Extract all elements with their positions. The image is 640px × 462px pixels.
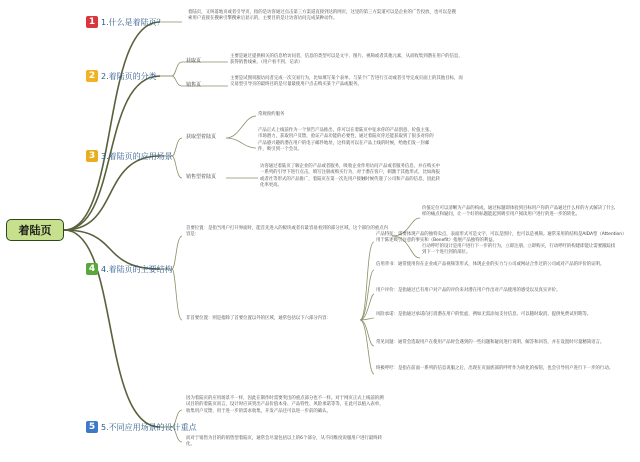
topic-label: 3.着陆页的应用场景 — [101, 151, 173, 161]
scenario-acquisition-item-1: 常规预约服务 — [258, 112, 285, 117]
category-sales-text: 主要是试图说服访问者完成一次交易行为，比如填写某个表单、与某个广告进行互动或者引导完成页面上的其他目标，而交易型引导页的最终目的是尽量最使用户点击购买某个产品或服务。 — [230, 76, 463, 88]
topic-label: 1.什么是着陆页？ — [101, 17, 165, 27]
scenario-sales-label: 销售型着陆页 — [186, 174, 217, 180]
topic-3 — [86, 146, 173, 166]
category-acquisition-label: 获取页 — [186, 58, 202, 64]
topic-1-definition: 着陆页，又叫落地页或者引导页，指的是访客通过点击第三方渠道直接到达的网页，这里的第三方渠道可以是企业的广告投放，也可以是搜索用户直接在搜索引擎搜索后显示的，主要目的是让访客访问完成某种动作。 — [188, 10, 456, 22]
topic-number-badge: 5 — [86, 421, 98, 433]
topic-number-badge: 1 — [86, 16, 98, 28]
branch-3 — [64, 156, 160, 230]
structure-secondary-label: 非首要位置：则是指除了首要位置以外的区域，通常包括以下六部分内容： — [186, 316, 331, 321]
topic-2 — [86, 66, 157, 86]
structure-primary-label: 首要位置：是指当用户打开界面时，能首先进入的板块或者有最容易看到的部分区域，这个部位的重点内容是： — [186, 226, 388, 238]
design-focus-text-2: 而对于销售为目的的销售型着陆页，通常会尽量包括以上的6个部分，从不同维度说服用户进行最终转化。 — [186, 436, 382, 448]
topic-label: 5.不同应用场景的设计重点 — [101, 422, 197, 432]
category-acquisition-text: 主要是通过提供相关的信息给访问者，信息的类型可以是文字、图片、视频或者其他元素，从而收集到潜在用户的信息，获得销售线索。（用户看不到、记录） — [230, 54, 463, 66]
branch-1 — [64, 22, 160, 230]
topic-1 — [86, 12, 165, 32]
design-focus-text-1: 因为着陆页的应用场景不一样，因此在制作时需要突出的重点部分也不一样。对于网页正式上线前的测试目的的着陆页而言，设计时应该突出产品价值本身、产品特性、风险承诺等等，在此可以植入表单，收集用户反馈，用于进一步的需求收集，开发产品还可以进一步前的确认。 — [186, 396, 384, 414]
structure-secondary-item-4: 风险承诺：是指通过承诺向打消潜在用户的忧虑，例如无需添加支付信息、可以随时取消、提供免费试用期等。 — [376, 312, 592, 317]
topic-4 — [86, 259, 173, 279]
category-sales-label: 销售页 — [186, 82, 202, 88]
scenario-acquisition-label: 获取型着陆页 — [186, 134, 217, 140]
structure-secondary-item-5: 常见问题：通常会选取用户在使用产品时会遇到的一些问题和疑问进行说明、解答和回答，并在设置时尽量精简语言。 — [376, 340, 605, 345]
root-node: 着陆页 — [6, 219, 64, 241]
structure-primary-item-2: 行动呼吁的设计是用户进行下一步的行为，立即注册、立即购买，行动呼吁的构建即能让需要跟踪找到下一个进行到的部位。 — [422, 244, 616, 256]
structure-primary-item-1: 价值定位可以清晰为产品的构成，通过标题即体验到目标用户你的产品通过什么样的方式解决了什么样的痛点和疑问，让一个好的标题能起到吸引用户阅读用户进行的进一步的转化。 — [422, 206, 616, 218]
structure-secondary-item-6: 终极呼吁：是指在前面一系列的信息说服之后，出现在页面底部的呼吁作为转化的按钮，也会引导用户进行下一步的行动。 — [376, 366, 614, 371]
scenario-sales-text: 访客通过着陆页了解企业的产品或者服务，吸收企业作用访问产品或者服务信息，并在购买中一系列的引导下进行点击，填写注册或购买行为，对于潜在客户，刺激于其他形式，比如海报或者社等形式的产品推广，着陆页在第一次先用户接触时候传递了公司和产品的信息，因此转化率更高。 — [260, 164, 441, 189]
topic-label: 2.着陆页的分类 — [101, 71, 157, 81]
scenario-acquisition-item-2: 产品正式上线前作为一个预告产品推出，你可以在着陆页中征求你的产品创意、价值主张、市场潜力，获取用户反馈，验证产品功能的必要性，通过着陆页你还能获取到了很多对你的产品感兴趣的潜在用户的电子邮件地址，这样就可以在产品上线的时候，给他们发一封邮件，吸引到一个会员。 — [258, 128, 434, 153]
topic-5 — [86, 417, 197, 437]
structure-secondary-item-1: 产品特征：需要体现产品的独特卖点，表面形式可是文字，可以是图片，也可以是视频。通常采用的结构是AIDA型（Attention）用于陈述吸引注意的事实和（Benefit）指展产品独特的利益。 — [376, 232, 625, 244]
structure-secondary-item-2: 信用背书：通常使用你在企业或产品视频等形式，体现企业的实力与公司或网站合作过的公司或对产品的评价的证明。 — [376, 262, 605, 267]
topic-number-badge: 3 — [86, 150, 98, 162]
topic-number-badge: 4 — [86, 263, 98, 275]
topic-number-badge: 2 — [86, 70, 98, 82]
structure-secondary-item-3: 用户评价：是指通过已有用户对产品的评价来对潜在用户作出对产品使用的感受以及真实评价。 — [376, 288, 561, 293]
topic-label: 4.着陆页的主要结构 — [101, 264, 173, 274]
